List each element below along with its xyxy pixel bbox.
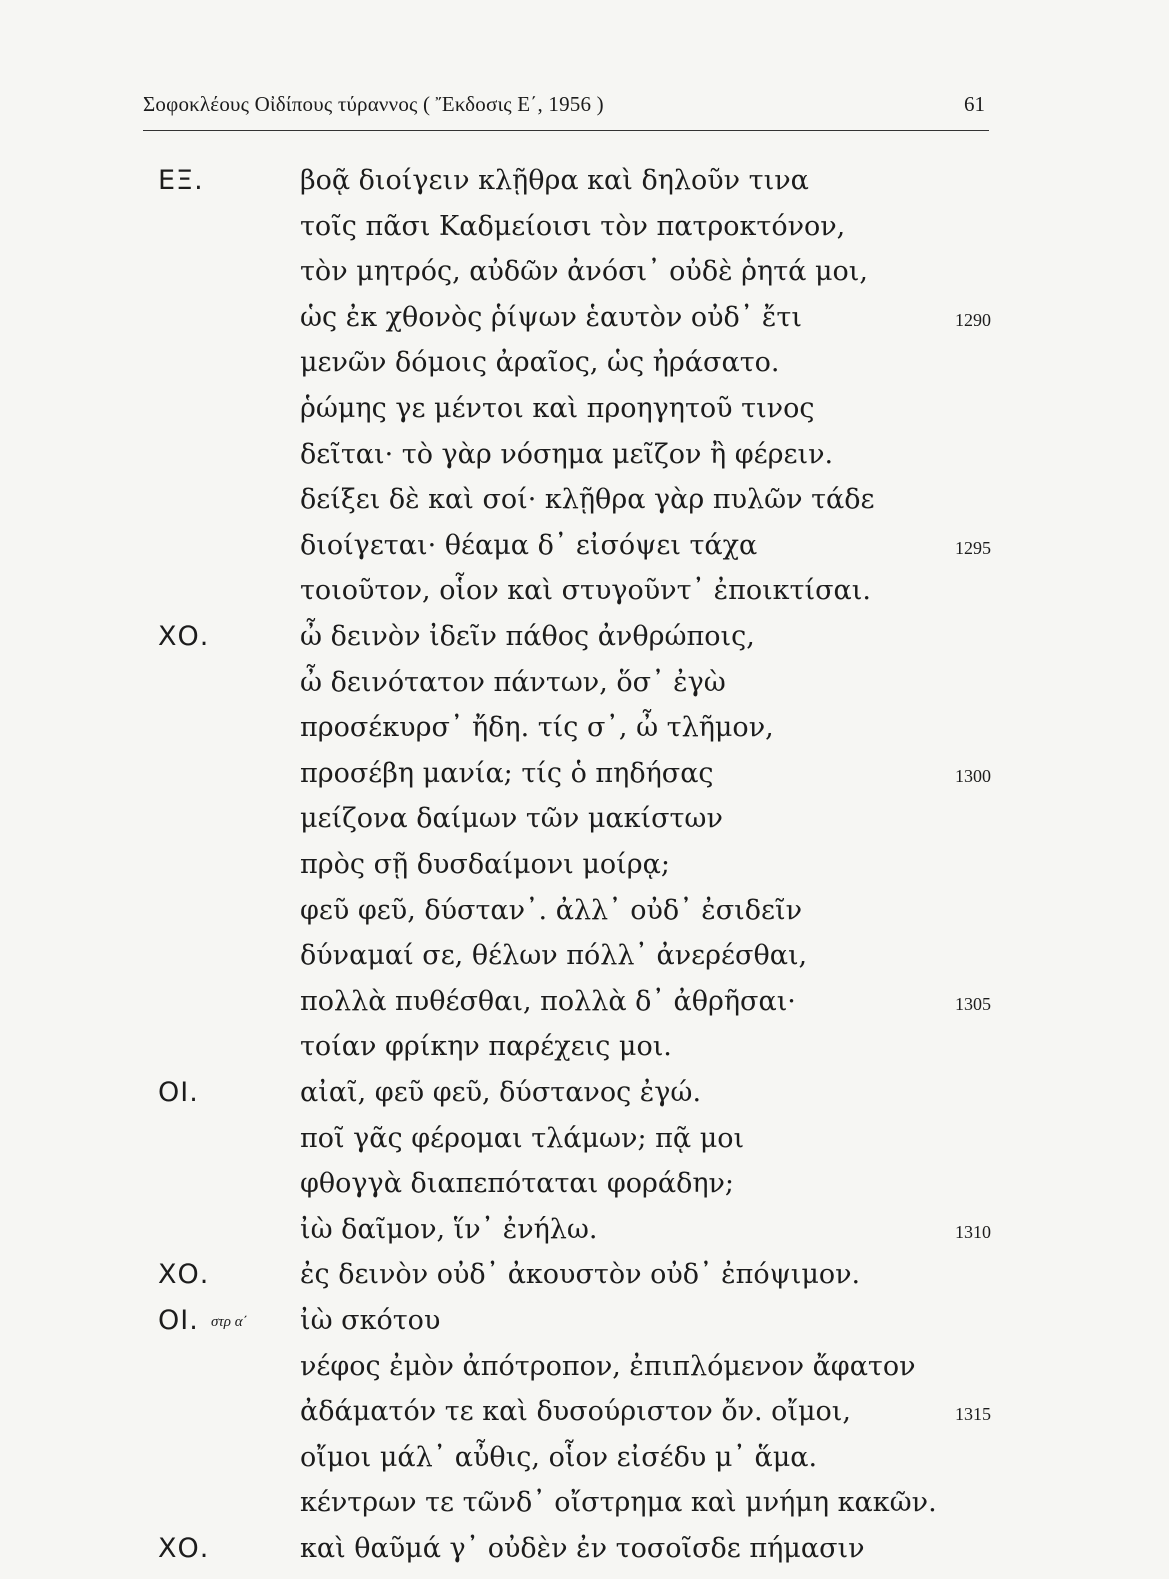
- verse-text-line: ἐς δεινὸν οὐδ᾽ ἀκουστὸν οὐδ᾽ ἐπόψιμον.: [300, 1259, 861, 1291]
- verse-text-line: βοᾷ διοίγειν κλῇθρα καὶ δηλοῦν τινα: [300, 165, 809, 196]
- verse-line: [0, 1077, 1169, 1123]
- line-number: 1295: [955, 537, 991, 558]
- speaker-label: ΟΙ.: [158, 1077, 199, 1108]
- verse-text-line: ὡς ἐκ χθονὸς ῥίψων ἑαυτὸν οὐδ᾽ ἔτι: [300, 301, 802, 333]
- verse-text-line: ἰὼ σκότου: [300, 1305, 441, 1336]
- verse-text-line: τοῖς πᾶσι Καδμείοισι τὸν πατροκτόνον,: [300, 210, 846, 242]
- running-title: Σοφοκλέους Οἰδίπους τύραννος ( Ἔκδοσις Ε΄, 1956 ): [143, 92, 604, 116]
- verse-line: [0, 1487, 1169, 1533]
- verse-line: [0, 1396, 1169, 1442]
- verse-line: [0, 256, 1169, 302]
- verse-line: [0, 211, 1169, 257]
- verse-line: [0, 302, 1169, 348]
- verse-text-line: ἀδάματόν τε καὶ δυσούριστον ὄν. οἴμοι,: [300, 1396, 851, 1428]
- speaker-label: ΟΙ.: [158, 1305, 199, 1336]
- speaker-label: ΧΟ.: [158, 621, 210, 652]
- verse-text-line: πρὸς σῇ δυσδαίμονι μοίρᾳ;: [300, 849, 670, 880]
- verse-text-line: ῥώμης γε μέντοι καὶ προηγητοῦ τινος: [300, 393, 815, 424]
- line-number: 1310: [955, 1221, 991, 1242]
- verse-text-line: τὸν μητρός, αὐδῶν ἀνόσι᾽ οὐδὲ ῥητά μοι,: [300, 256, 868, 288]
- verse-line: [0, 1214, 1169, 1260]
- verse-line: [0, 530, 1169, 576]
- verse-line: [0, 347, 1169, 393]
- verse-text-line: τοίαν φρίκην παρέχεις μοι.: [300, 1031, 672, 1063]
- line-number: 1290: [955, 309, 991, 330]
- line-number: 1305: [955, 993, 991, 1014]
- verse-line: [0, 803, 1169, 849]
- verse-text-line: κέντρων τε τῶνδ᾽ οἴστρημα καὶ μνήμη κακῶν.: [300, 1487, 937, 1519]
- verse-line: [0, 758, 1169, 804]
- verse-line: [0, 1168, 1169, 1214]
- verse-line: [0, 940, 1169, 986]
- verse-text-line: μείζονα δαίμων τῶν μακίστων: [300, 803, 723, 835]
- verse-line: [0, 895, 1169, 941]
- verse-line: [0, 484, 1169, 530]
- line-number: 1315: [955, 1404, 991, 1425]
- line-number: 1300: [955, 765, 991, 786]
- speaker-label: ΕΞ.: [158, 165, 204, 196]
- verse-line: [0, 575, 1169, 621]
- verse-text-line: ὦ δεινότατον πάντων, ὅσ᾽ ἐγὼ: [300, 666, 726, 698]
- verse-text-line: δεῖται· τὸ γὰρ νόσημα μεῖζον ἢ φέρειν.: [300, 438, 834, 470]
- verse-text-line: δείξει δὲ καὶ σοί· κλῇθρα γὰρ πυλῶν τάδε: [300, 484, 875, 516]
- verse-text-line: φεῦ φεῦ, δύσταν᾽. ἀλλ᾽ οὐδ᾽ ἐσιδεῖν: [300, 894, 803, 926]
- verse-line: [0, 849, 1169, 895]
- verse-line: [0, 1259, 1169, 1305]
- verse-text-line: ποῖ γᾶς φέρομαι τλάμων; πᾷ μοι: [300, 1122, 745, 1154]
- verse-line: [0, 986, 1169, 1032]
- verse-text-line: νέφος ἐμὸν ἀπότροπον, ἐπιπλόμενον ἄφατον: [300, 1350, 916, 1382]
- verse-line: [0, 439, 1169, 485]
- verse-text-line: προσέκυρσ᾽ ἤδη. τίς σ᾽, ὦ τλῆμον,: [300, 712, 774, 744]
- strophe-note: στρ α΄: [211, 1314, 248, 1330]
- verse-line: [0, 1533, 1169, 1579]
- verse-line: [0, 1123, 1169, 1169]
- speaker-label: ΧΟ.: [158, 1533, 210, 1564]
- verse-line: [0, 621, 1169, 667]
- verse-text-line: ὦ δεινὸν ἰδεῖν πάθος ἀνθρώποις,: [300, 621, 755, 652]
- verse-text-line: προσέβη μανία; τίς ὁ πηδήσας: [300, 757, 714, 789]
- verse-text-line: αἰαῖ, φεῦ φεῦ, δύστανος ἐγώ.: [300, 1077, 702, 1108]
- verse-line: [0, 165, 1169, 211]
- verse-line: [0, 712, 1169, 758]
- page-number: 61: [964, 92, 985, 116]
- speaker-label: ΧΟ.: [158, 1259, 210, 1291]
- verse-text-line: τοιοῦτον, οἷον καὶ στυγοῦντ᾽ ἐποικτίσαι.: [300, 575, 871, 607]
- verse-line: [0, 1442, 1169, 1488]
- verse-line: [0, 1351, 1169, 1397]
- verse-line: [0, 667, 1169, 713]
- verse-text-line: καὶ θαῦμά γ᾽ οὐδὲν ἐν τοσοῖσδε πήμασιν: [300, 1533, 865, 1564]
- verse-text-line: οἴμοι μάλ᾽ αὖθις, οἷον εἰσέδυ μ᾽ ἅμα.: [300, 1441, 818, 1473]
- verse-line: [0, 1031, 1169, 1077]
- verse-line: [0, 1305, 1169, 1351]
- verse-text-line: μενῶν δόμοις ἀραῖος, ὡς ἠράσατο.: [300, 347, 780, 379]
- verse-text-line: δύναμαί σε, θέλων πόλλ᾽ ἀνερέσθαι,: [300, 940, 808, 972]
- verse-text-line: πολλὰ πυθέσθαι, πολλὰ δ᾽ ἀθρῆσαι·: [300, 985, 796, 1017]
- verse-line: [0, 393, 1169, 439]
- verse-text-line: διοίγεται· θέαμα δ᾽ εἰσόψει τάχα: [300, 529, 758, 561]
- verse-text-line: ἰὼ δαῖμον, ἵν᾽ ἐνήλω.: [300, 1213, 598, 1245]
- page-header: [143, 92, 989, 131]
- verse-text-line: φθογγὰ διαπεπόταται φοράδην;: [300, 1168, 735, 1200]
